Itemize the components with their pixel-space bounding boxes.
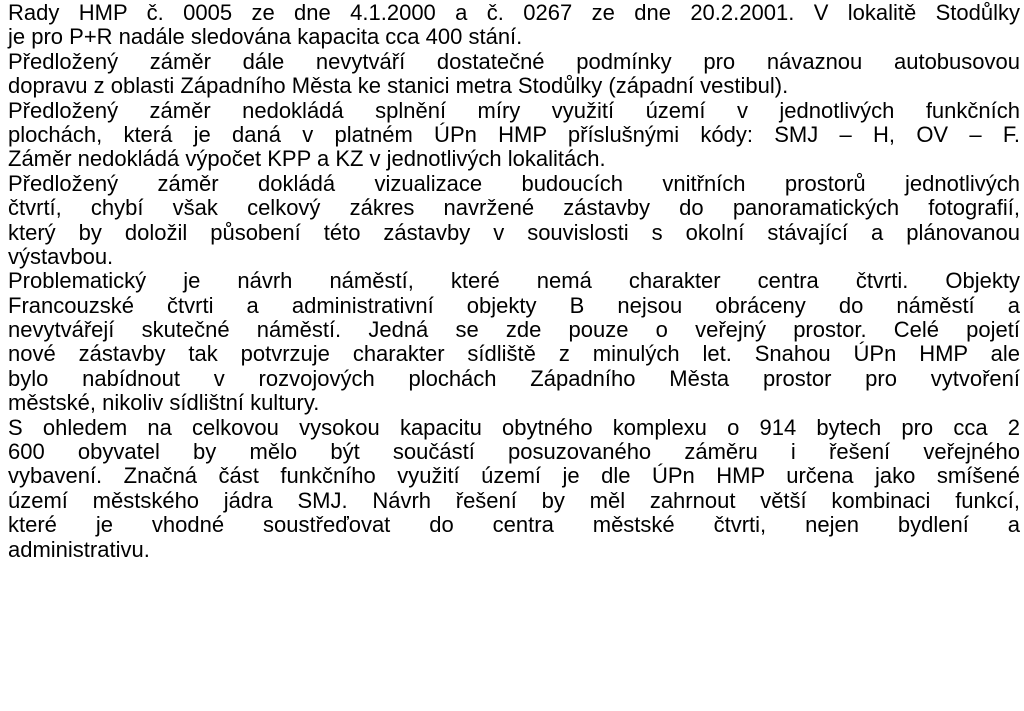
- paragraph-visualization: [8, 172, 1020, 270]
- paragraph-square-design: [8, 269, 1020, 415]
- text-line: Předložený záměr dokládá vizualizace budoucích vnitřních prostorů jednotlivých: [8, 170, 1020, 196]
- document-body: [8, 1, 1020, 562]
- text-line: který by doložil působení této zástavby v souvislosti s okolní stávající a plánovanou: [8, 219, 1020, 245]
- text-line: S ohledem na celkovou vysokou kapacitu obytného komplexu o 914 bytech pro cca 2: [8, 414, 1020, 440]
- text-line: které je vhodné soustřeďovat do centra městské čtvrti, nejen bydlení a: [8, 512, 1020, 538]
- text-line: Předložený záměr nedokládá splnění míry využití území v jednotlivých funkčních: [8, 97, 1020, 123]
- paragraph-land-use: [8, 99, 1020, 172]
- text-line: vybavení. Značná část funkčního využití území je dle ÚPn HMP určena jako smíšené: [8, 463, 1020, 489]
- text-line: plochách, která je daná v platném ÚPn HMP příslušnými kódy: SMJ – H, OV – F.: [8, 121, 1020, 147]
- text-line: městské, nikoliv sídlištní kultury.: [8, 390, 320, 416]
- text-line: 600 obyvatel by mělo být součástí posuzovaného záměru i řešení veřejného: [8, 439, 1020, 465]
- text-line: výstavbou.: [8, 243, 114, 269]
- paragraph-p-r-capacity: [8, 1, 1020, 50]
- text-line: je pro P+R nadále sledována kapacita cca 400 stání.: [8, 24, 523, 50]
- text-line: nevytvářejí skutečné náměstí. Jedná se zde pouze o veřejný prostor. Celé pojetí: [8, 317, 1020, 343]
- text-line: nové zástavby tak potvrzuje charakter sídliště z minulých let. Snahou ÚPn HMP ale: [8, 341, 1020, 367]
- text-line: administrativu.: [8, 536, 150, 562]
- text-line: území městského jádra SMJ. Návrh řešení by měl zahrnout větší kombinaci funkcí,: [8, 487, 1020, 513]
- text-line: Rady HMP č. 0005 ze dne 4.1.2000 a č. 0267 ze dne 20.2.2001. V lokalitě Stodůlky: [8, 0, 1020, 25]
- text-line: Předložený záměr dále nevytváří dostatečné podmínky pro návaznou autobusovou: [8, 48, 1020, 74]
- text-line: Problematický je návrh náměstí, které nemá charakter centra čtvrti. Objekty: [8, 268, 1020, 294]
- text-line: Francouzské čtvrti a administrativní objekty B nejsou obráceny do náměstí a: [8, 292, 1020, 318]
- text-line: čtvrtí, chybí však celkový zákres navržené zástavby do panoramatických fotografií,: [8, 195, 1020, 221]
- text-line: dopravu z oblasti Západního Města ke stanici metra Stodůlky (západní vestibul).: [8, 73, 789, 99]
- text-line: Záměr nedokládá výpočet KPP a KZ v jednotlivých lokalitách.: [8, 146, 606, 172]
- paragraph-bus-transport: [8, 50, 1020, 99]
- text-line: bylo nabídnout v rozvojových plochách Západního Města prostor pro vytvoření: [8, 365, 1020, 391]
- paragraph-public-amenities: [8, 416, 1020, 562]
